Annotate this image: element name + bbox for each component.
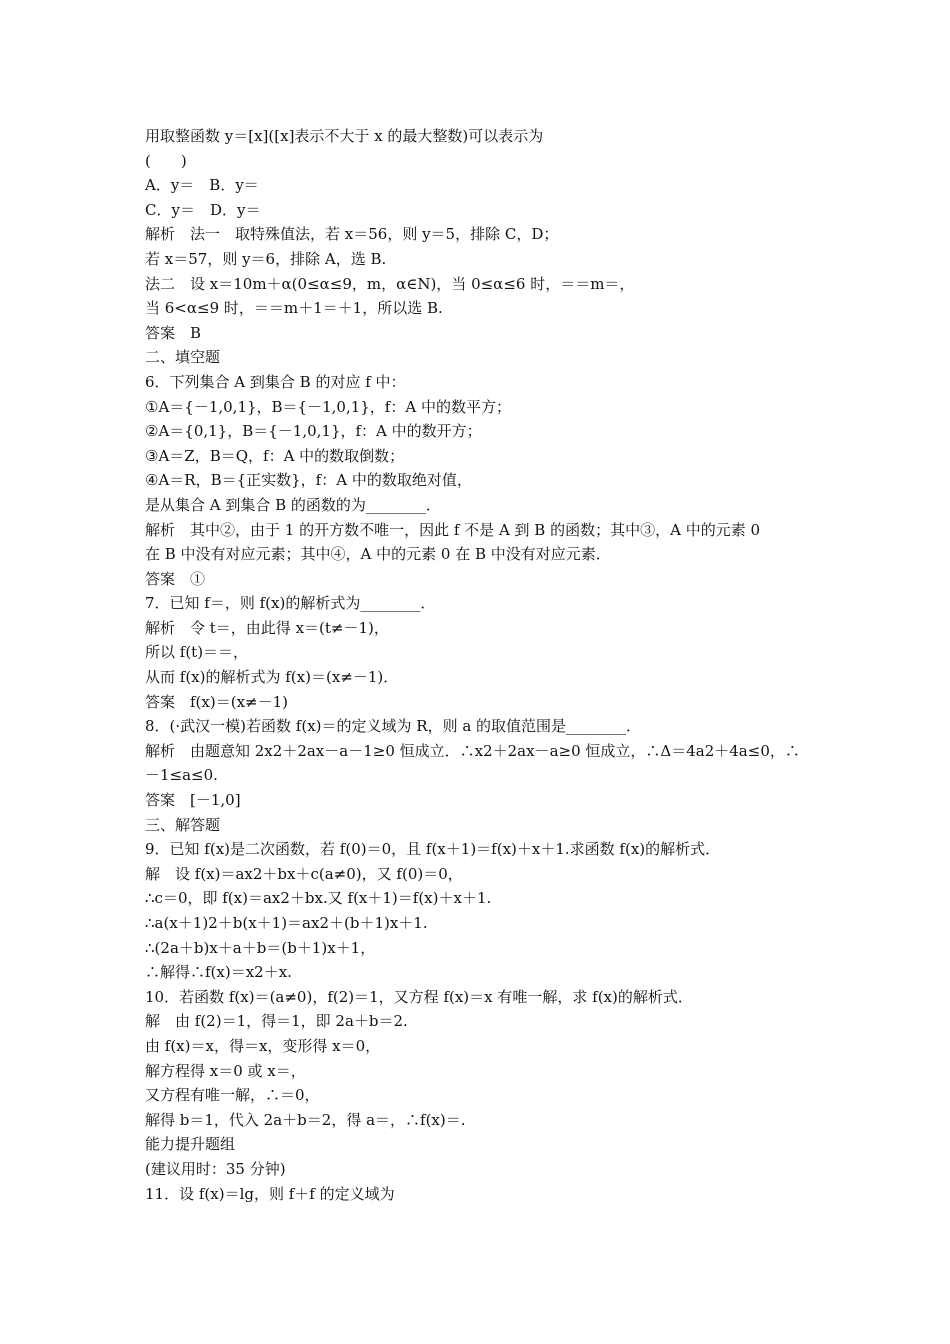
answer-line: 答案 [－1,0]: [145, 791, 241, 810]
question-7-stem: 7．已知 f＝，则 f(x)的解析式为________．: [145, 594, 436, 613]
solution-line: ∴a(x＋1)2＋b(x＋1)＝ax2＋(b＋1)x＋1.: [145, 914, 428, 932]
section-heading: 二、填空题: [145, 348, 221, 367]
solution-line: 解方程得 x＝0 或 x＝，: [145, 1061, 306, 1080]
question-11-stem: 11．设 f(x)＝lg，则 f＋f 的定义域为: [145, 1184, 395, 1203]
time-suggestion: (建议用时：35 分钟): [145, 1159, 286, 1178]
section-heading: 能力提升题组: [145, 1135, 236, 1154]
question-5-stem: 用取整函数 y＝[x]([x]表示不大于 x 的最大整数)可以表示为: [145, 127, 544, 145]
solution-line: 从而 f(x)的解析式为 f(x)＝(x≠－1)．: [145, 668, 399, 687]
document-body: [145, 124, 815, 1206]
solution-line: 解析 法一 取特殊值法，若 x＝56，则 y＝5，排除 C，D；: [145, 225, 559, 244]
solution-line: ∴c＝0，即 f(x)＝ax2＋bx.又 f(x＋1)＝f(x)＋x＋1.: [145, 889, 492, 908]
options-a-b: A．y＝ B．y＝: [145, 176, 259, 195]
solution-line: 所以 f(t)＝＝，: [145, 643, 249, 662]
solution-line: 若 x＝57，则 y＝6，排除 A，选 B.: [145, 249, 387, 268]
question-10-stem: 10．若函数 f(x)＝(a≠0)，f(2)＝1，又方程 f(x)＝x 有唯一解，求 f(x)的解析式．: [145, 987, 693, 1006]
solution-line: 解 由 f(2)＝1，得＝1，即 2a＋b＝2.: [145, 1012, 408, 1031]
solution-line: ∴解得∴f(x)＝x2＋x.: [145, 963, 292, 982]
solution-line: 解析 其中②，由于 1 的开方数不唯一，因此 f 不是 A 到 B 的函数；其中③，A 中的元素 0: [145, 520, 761, 539]
options-c-d: C．y＝ D．y＝: [145, 200, 261, 219]
question-8-stem: 8．(·武汉一模)若函数 f(x)＝的定义域为 R，则 a 的取值范围是________．: [145, 717, 642, 736]
solution-line: －1≤a≤0.: [145, 766, 218, 785]
solution-line: 当 6<α≤9 时，＝＝m＋1＝＋1，所以选 B.: [145, 299, 443, 318]
solution-line: 解析 令 t＝，由此得 x＝(t≠－1)，: [145, 618, 389, 637]
solution-line: 解析 由题意知 2x2＋2ax－a－1≥0 恒成立．∴x2＋2ax－a≥0 恒成立，∴Δ＝4a2＋4a≤0，∴: [145, 741, 800, 760]
question-6-prompt: 是从集合 A 到集合 B 的函数的为________．: [145, 495, 441, 514]
list-item: ③A＝Z，B＝Q，f：A 中的数取倒数；: [145, 446, 405, 465]
solution-line: 解 设 f(x)＝ax2＋bx＋c(a≠0)，又 f(0)＝0，: [145, 864, 463, 883]
answer-line: 答案 ①: [145, 569, 206, 588]
solution-line: 由 f(x)＝x，得＝x，变形得 x＝0，: [145, 1036, 381, 1055]
solution-line: 在 B 中没有对应元素；其中④，A 中的元素 0 在 B 中没有对应元素．: [145, 545, 611, 564]
solution-line: 又方程有唯一解，∴＝0，: [145, 1086, 320, 1105]
solution-line: 法二 设 x＝10m＋α(0≤α≤9，m，α∈N)，当 0≤α≤6 时，＝＝m＝，: [145, 274, 635, 293]
section-heading: 三、解答题: [145, 815, 221, 834]
answer-line: 答案 f(x)＝(x≠－1): [145, 692, 288, 711]
solution-line: 解得 b＝1，代入 2a＋b＝2，得 a＝，∴f(x)＝.: [145, 1110, 466, 1129]
solution-line: ∴(2a＋b)x＋a＋b＝(b＋1)x＋1，: [145, 938, 376, 957]
answer-blank: ( ): [145, 151, 187, 170]
question-6-stem: 6．下列集合 A 到集合 B 的对应 f 中：: [145, 372, 406, 391]
question-9-stem: 9．已知 f(x)是二次函数，若 f(0)＝0，且 f(x＋1)＝f(x)＋x＋1.求函数 f(x)的解析式．: [145, 840, 721, 859]
answer-line: 答案 B: [145, 323, 202, 342]
list-item: ②A＝{0,1}，B＝{－1,0,1}，f：A 中的数开方；: [145, 422, 482, 441]
list-item: ①A＝{－1,0,1}，B＝{－1,0,1}，f：A 中的数平方；: [145, 397, 511, 416]
list-item: ④A＝R，B＝{正实数}，f：A 中的数取绝对值，: [145, 471, 472, 490]
